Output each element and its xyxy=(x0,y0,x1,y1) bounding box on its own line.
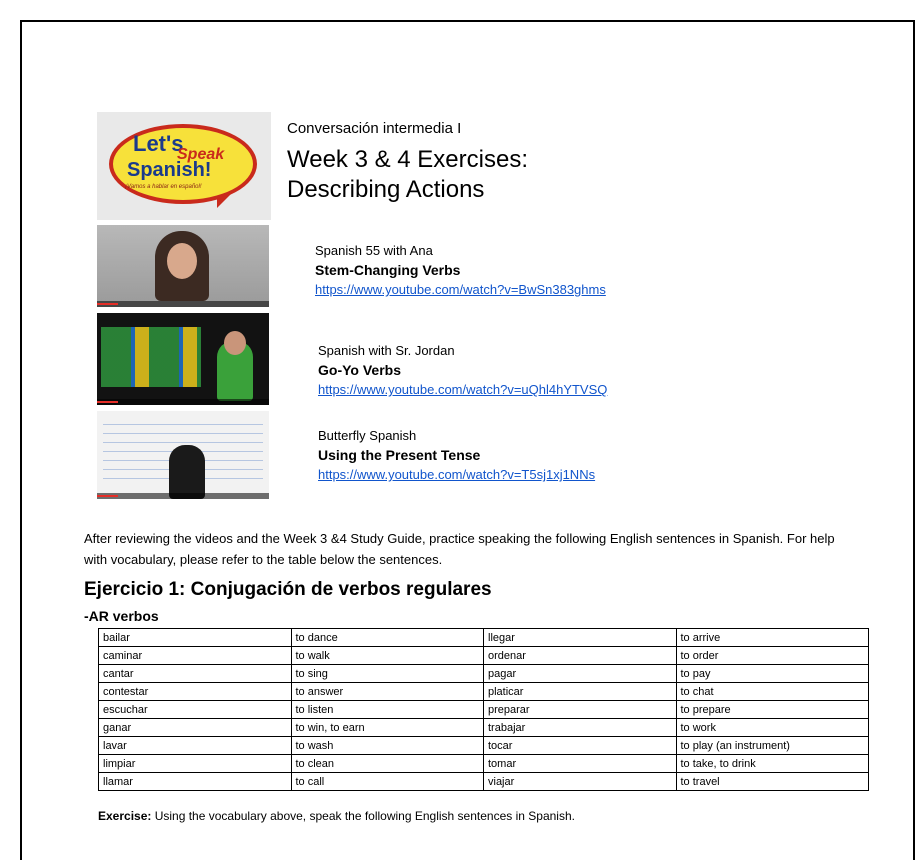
table-cell: ordenar xyxy=(484,647,677,665)
video-link[interactable]: https://www.youtube.com/watch?v=T5sj1xj1NNs xyxy=(318,467,596,482)
table-cell: to arrive xyxy=(676,629,869,647)
video-topic: Go-Yo Verbs xyxy=(318,362,401,378)
table-cell: to dance xyxy=(291,629,484,647)
table-cell: to wash xyxy=(291,737,484,755)
table-cell: viajar xyxy=(484,773,677,791)
table-cell: escuchar xyxy=(99,701,292,719)
table-cell: to answer xyxy=(291,683,484,701)
table-cell: tocar xyxy=(484,737,677,755)
exercise-heading: Ejercicio 1: Conjugación de verbos regulares xyxy=(84,579,492,600)
presenter-figure xyxy=(169,445,205,499)
course-name: Conversación intermedia I xyxy=(287,120,462,137)
table-cell: to call xyxy=(291,773,484,791)
table-row xyxy=(99,755,869,773)
player-controls-bar xyxy=(97,301,269,307)
table-cell: to pay xyxy=(676,665,869,683)
table-row xyxy=(99,773,869,791)
table-row xyxy=(99,629,869,647)
table-row xyxy=(99,719,869,737)
exercise-instruction-text: Using the vocabulary above, speak the following English sentences in Spanish. xyxy=(151,809,575,823)
table-row xyxy=(99,701,869,719)
presenter-face xyxy=(167,243,197,279)
logo-text-lets: Let's xyxy=(133,131,184,156)
table-cell: cantar xyxy=(99,665,292,683)
video-info-2 xyxy=(318,343,607,399)
table-cell: to chat xyxy=(676,683,869,701)
video-info-1 xyxy=(315,243,606,299)
table-row xyxy=(99,665,869,683)
table-cell: to walk xyxy=(291,647,484,665)
table-cell: to listen xyxy=(291,701,484,719)
logo-text-speak: Speak xyxy=(177,146,225,163)
table-row xyxy=(99,683,869,701)
table-cell: lavar xyxy=(99,737,292,755)
video-thumbnail-1[interactable] xyxy=(97,225,269,307)
table-cell: to order xyxy=(676,647,869,665)
page-title xyxy=(287,145,707,205)
conjugation-chart-graphic xyxy=(101,327,201,387)
video-topic: Using the Present Tense xyxy=(318,447,481,463)
exercise-instruction xyxy=(98,809,575,823)
table-cell: tomar xyxy=(484,755,677,773)
video-channel: Spanish with Sr. Jordan xyxy=(318,343,455,358)
table-row xyxy=(99,737,869,755)
table-cell: caminar xyxy=(99,647,292,665)
video-thumbnail-2[interactable] xyxy=(97,313,269,405)
player-controls-bar xyxy=(97,399,269,405)
presenter-face xyxy=(224,331,246,355)
table-cell: ganar xyxy=(99,719,292,737)
table-cell: llamar xyxy=(99,773,292,791)
table-row xyxy=(99,647,869,665)
player-progress xyxy=(97,495,118,497)
table-cell: to take, to drink xyxy=(676,755,869,773)
player-controls-bar xyxy=(97,493,269,499)
exercise-label: Exercise: xyxy=(98,809,152,823)
intro-paragraph: After reviewing the videos and the Week 3 &4 Study Guide, practice speaking the following English sentences in Spanish. For help with vocabulary, please refer to the table below the sentences. xyxy=(84,531,835,567)
video-link[interactable]: https://www.youtube.com/watch?v=uQhl4hYTVSQ xyxy=(318,382,608,397)
table-cell: to clean xyxy=(291,755,484,773)
video-info-3 xyxy=(318,428,595,484)
video-link[interactable]: https://www.youtube.com/watch?v=BwSn383ghms xyxy=(315,282,606,297)
table-cell: pagar xyxy=(484,665,677,683)
table-cell: llegar xyxy=(484,629,677,647)
table-cell: to work xyxy=(676,719,869,737)
table-cell: limpiar xyxy=(99,755,292,773)
video-channel: Spanish 55 with Ana xyxy=(315,243,433,258)
table-cell: to win, to earn xyxy=(291,719,484,737)
table-cell: to play (an instrument) xyxy=(676,737,869,755)
lets-speak-spanish-logo xyxy=(97,112,271,220)
video-thumbnail-3[interactable] xyxy=(97,411,269,499)
logo-tagline: ¡Vamos a hablar en español! xyxy=(125,184,202,190)
player-progress xyxy=(97,303,118,305)
title-line-1: Week 3 & 4 Exercises: xyxy=(287,146,528,173)
logo-text-spanish: Spanish! xyxy=(127,159,212,181)
table-cell: contestar xyxy=(99,683,292,701)
video-channel: Butterfly Spanish xyxy=(318,428,417,443)
table-cell: to prepare xyxy=(676,701,869,719)
table-cell: preparar xyxy=(484,701,677,719)
title-line-2: Describing Actions xyxy=(287,176,485,203)
vocabulary-table xyxy=(98,628,869,791)
table-cell: bailar xyxy=(99,629,292,647)
video-topic: Stem-Changing Verbs xyxy=(315,262,461,278)
ar-verbs-subheading: -AR verbos xyxy=(84,608,159,624)
player-progress xyxy=(97,401,118,403)
table-cell: to sing xyxy=(291,665,484,683)
table-cell: to travel xyxy=(676,773,869,791)
table-cell: trabajar xyxy=(484,719,677,737)
table-cell: platicar xyxy=(484,683,677,701)
